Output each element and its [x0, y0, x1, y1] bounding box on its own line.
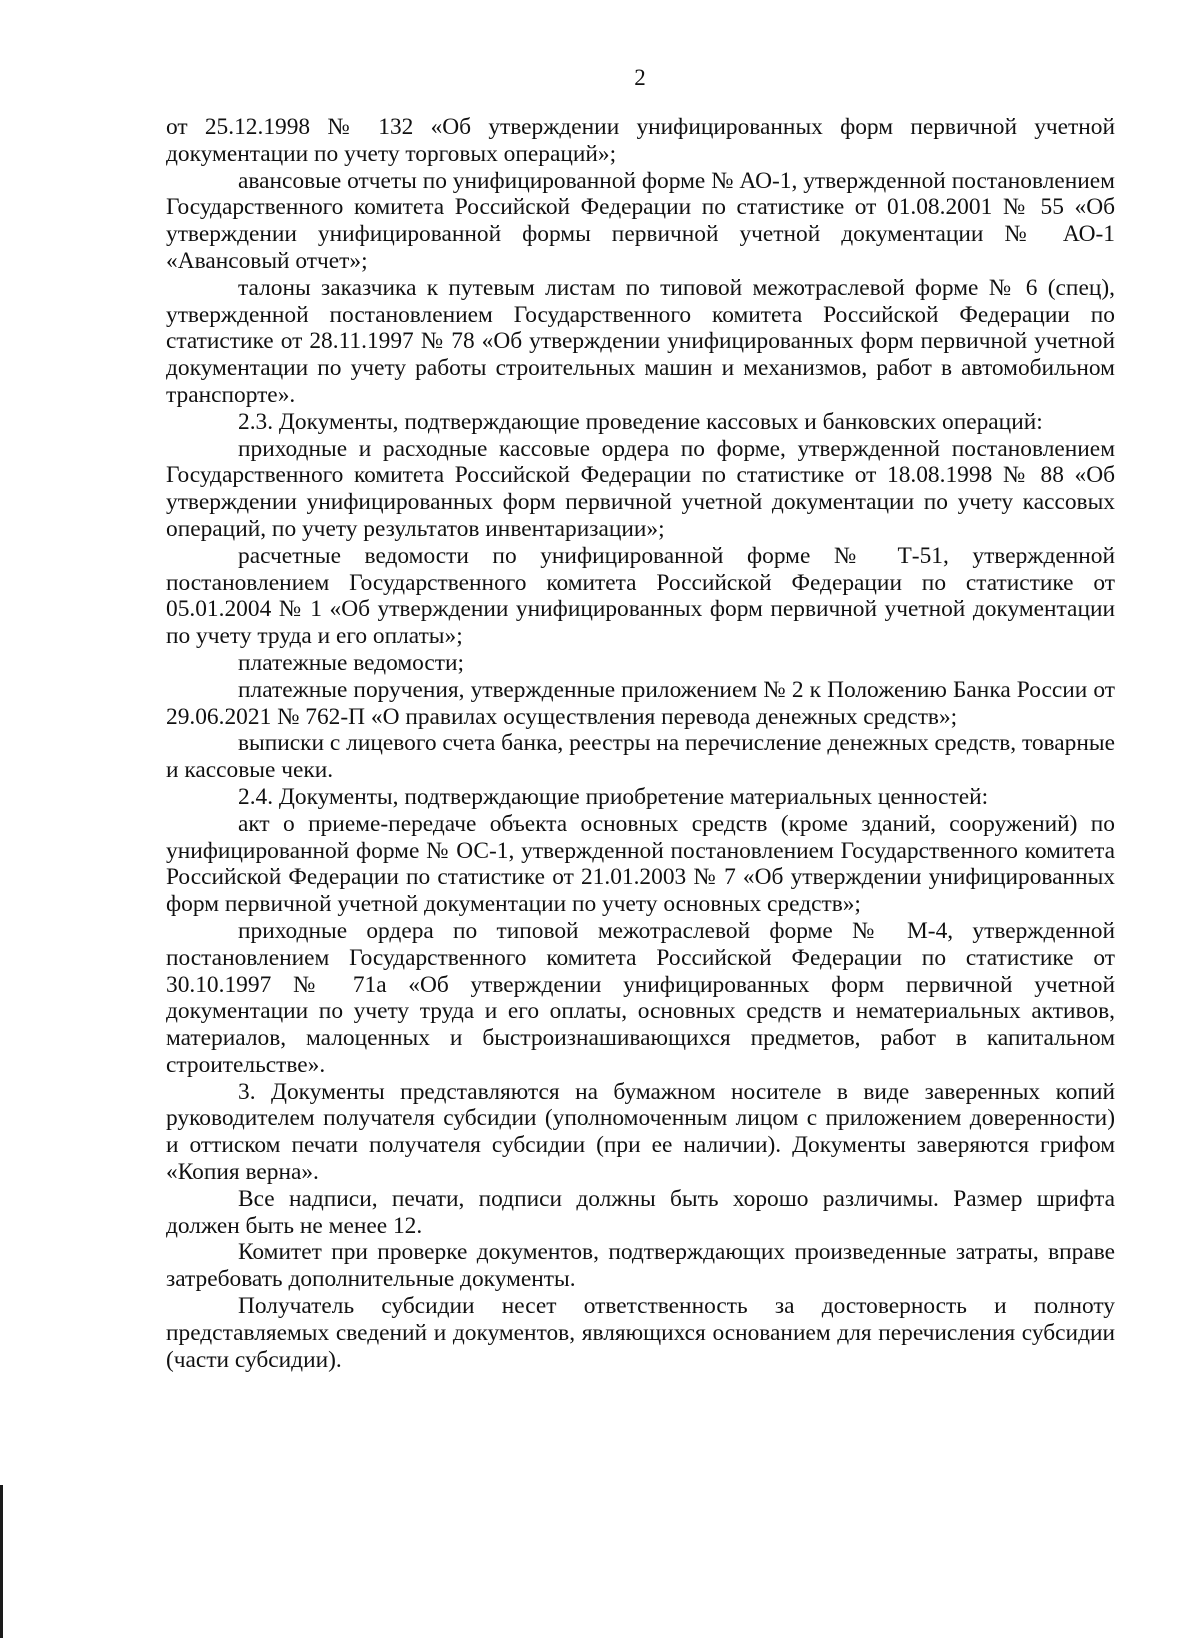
paragraph-customer-coupons: талоны заказчика к путевым листам по типовой межотраслевой форме № 6 (спец), утвержденной постановлением Государственного комитета Российской Федерации по статистике от 28.11.1997 № 78 «Об утверждении унифицированных форм первичной учетной документации по учету работы строительных машин и механизмов, работ в автомобильном транспорте». — [166, 274, 1115, 408]
paragraph-cash-orders: приходные и расходные кассовые ордера по форме, утвержденной постановлением Государственного комитета Российской Федерации по статистике от 18.08.1998 № 88 «Об утверждении унифицированных форм первичной учетной документации по учету кассовых операций, по учету результатов инвентаризации»; — [166, 435, 1115, 542]
paragraph-continuation-1: от 25.12.1998 № 132 «Об утверждении унифицированных форм первичной учетной документации по учету торговых операций»; — [166, 114, 1115, 167]
paragraph-section-2-4: 2.4. Документы, подтверждающие приобретение материальных ценностей: — [238, 783, 989, 810]
paragraph-fixed-assets-act: акт о приеме-передаче объекта основных средств (кроме зданий, сооружений) по унифицированной форме № ОС-1, утвержденной постановлением Государственного комитета Российской Федерации по статистике от 21.01.2003 № 7 «Об утверждении унифицированных форм первичной учетной документации по учету основных средств»; — [166, 810, 1115, 918]
paragraph-committee-request: Комитет при проверке документов, подтверждающих произведенные затраты, вправе затребовать дополнительные документы. — [166, 1239, 1115, 1293]
scan-edge-mark — [0, 1485, 3, 1638]
document-body — [166, 114, 1115, 1373]
paragraph-payment-statements: платежные ведомости; — [238, 649, 465, 676]
paragraph-receipt-orders: приходные ордера по типовой межотраслевой форме № М-4, утвержденной постановлением Государственного комитета Российской Федерации по статистике от 30.10.1997 № 71а «Об утверждении унифицированных форм первичной учетной документации по учету труда и его оплаты, основных средств и нематериальных активов, материалов, малоценных и быстроизнашивающихся предметов, работ в капитальном строительстве». — [166, 917, 1115, 1078]
paragraph-payroll-statements: расчетные ведомости по унифицированной форме № Т-51, утвержденной постановлением Государственного комитета Российской Федерации по статистике от 05.01.2004 № 1 «Об утверждении унифицированных форм первичной учетной документации по учету труда и его оплаты»; — [166, 542, 1115, 650]
paragraph-font-size-requirement: Все надписи, печати, подписи должны быть хорошо различимы. Размер шрифта должен быть не менее 12. — [166, 1185, 1115, 1239]
paragraph-bank-statements: выписки с лицевого счета банка, реестры на перечисление денежных средств, товарные и кассовые чеки. — [166, 730, 1115, 784]
paragraph-section-2-3: 2.3. Документы, подтверждающие проведение кассовых и банковских операций: — [238, 408, 1043, 435]
page-number: 2 — [634, 65, 646, 90]
paragraph-payment-orders: платежные поручения, утвержденные приложением № 2 к Положению Банка России от 29.06.2021 № 762-П «О правилах осуществления перевода денежных средств»; — [166, 676, 1115, 730]
paragraph-recipient-responsibility: Получатель субсидии несет ответственность за достоверность и полноту представляемых сведений и документов, являющихся основанием для перечисления субсидии (части субсидии). — [166, 1293, 1115, 1373]
paragraph-section-3: 3. Документы представляются на бумажном носителе в виде заверенных копий руководителем получателя субсидии (уполномоченным лицом с приложением доверенности) и оттиском печати получателя субсидии (при ее наличии). Документы заверяются грифом «Копия верна». — [166, 1078, 1115, 1186]
paragraph-advance-reports: авансовые отчеты по унифицированной форме № АО-1, утвержденной постановлением Государственного комитета Российской Федерации по статистике от 01.08.2001 № 55 «Об утверждении унифицированной формы первичной учетной документации № АО-1 «Авансовый отчет»; — [166, 167, 1115, 274]
